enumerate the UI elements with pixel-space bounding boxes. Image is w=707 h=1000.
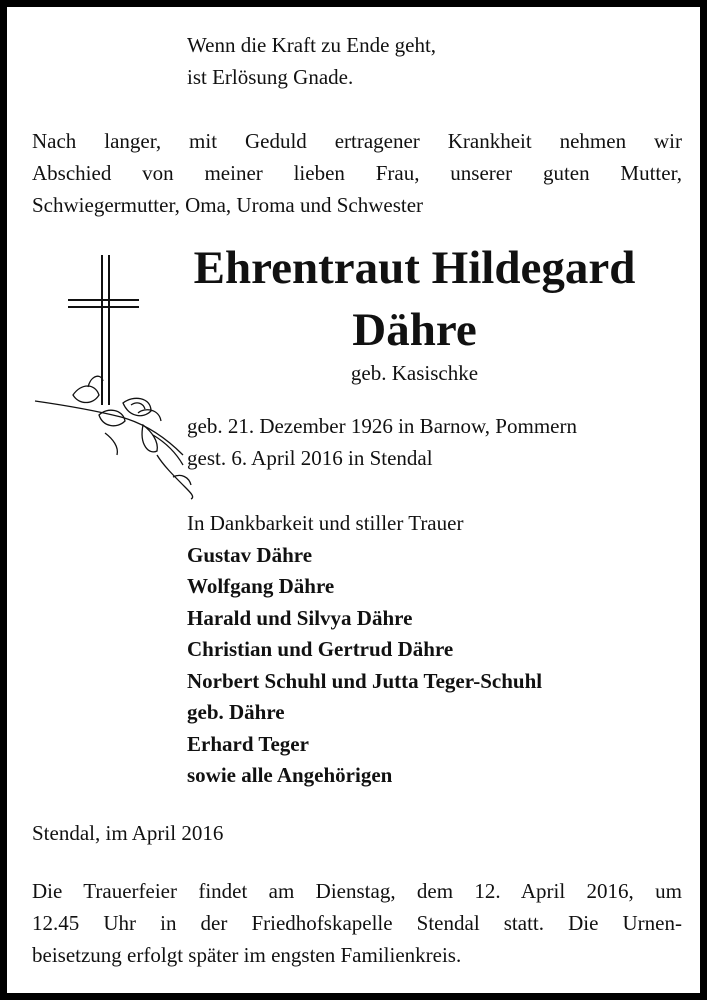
death-date: gest. 6. April 2016 in Stendal bbox=[187, 446, 433, 470]
funeral-notice bbox=[32, 875, 682, 971]
funeral-line: Die Trauerfeier findet am Dienstag, dem 12. April 2016, um bbox=[32, 879, 682, 903]
mourner-name: Norbert Schuhl und Jutta Teger-Schuhl bbox=[187, 668, 543, 693]
intro-line: Schwiegermutter, Oma, Uroma und Schwester bbox=[32, 193, 424, 217]
deceased-name bbox=[157, 239, 672, 359]
mourner-name: sowie alle Angehörigen bbox=[187, 763, 393, 787]
funeral-line: 12.45 Uhr in der Friedhofskapelle Stendal statt. Die Urnen- bbox=[32, 911, 682, 935]
mourner-name: Wolfgang Dähre bbox=[187, 574, 335, 598]
given-names: Ehrentraut Hildegard bbox=[193, 242, 636, 294]
mourner-name: Christian und Gertrud Dähre bbox=[187, 637, 454, 661]
motto-line: ist Erlösung Gnade. bbox=[187, 65, 354, 89]
life-dates bbox=[187, 410, 577, 474]
funeral-line: beisetzung erfolgt später im engsten Familienkreis. bbox=[32, 943, 462, 967]
intro-line: Nach langer, mit Geduld ertragener Krankheit nehmen wir bbox=[32, 129, 682, 153]
mourner-name: Gustav Dähre bbox=[187, 542, 313, 567]
mourner-name: Harald und Silvya Dähre bbox=[187, 605, 413, 630]
mourner-name: geb. Dähre bbox=[187, 700, 285, 724]
mourners-list bbox=[187, 508, 542, 792]
mourner-name: Erhard Teger bbox=[187, 731, 309, 756]
birth-date: geb. 21. Dezember 1926 in Barnow, Pommern bbox=[187, 414, 577, 438]
maiden-name: geb. Kasischke bbox=[350, 361, 479, 385]
rose-icon bbox=[35, 376, 193, 499]
intro-line: Abschied von meiner lieben Frau, unserer guten Mutter, bbox=[32, 161, 682, 185]
motto bbox=[187, 29, 436, 93]
place-date: Stendal, im April 2016 bbox=[32, 821, 224, 845]
motto-line: Wenn die Kraft zu Ende geht, bbox=[187, 33, 437, 57]
mourners-intro: In Dankbarkeit und stiller Trauer bbox=[187, 511, 464, 535]
intro-text bbox=[32, 125, 682, 221]
family-name: Dähre bbox=[352, 304, 477, 356]
